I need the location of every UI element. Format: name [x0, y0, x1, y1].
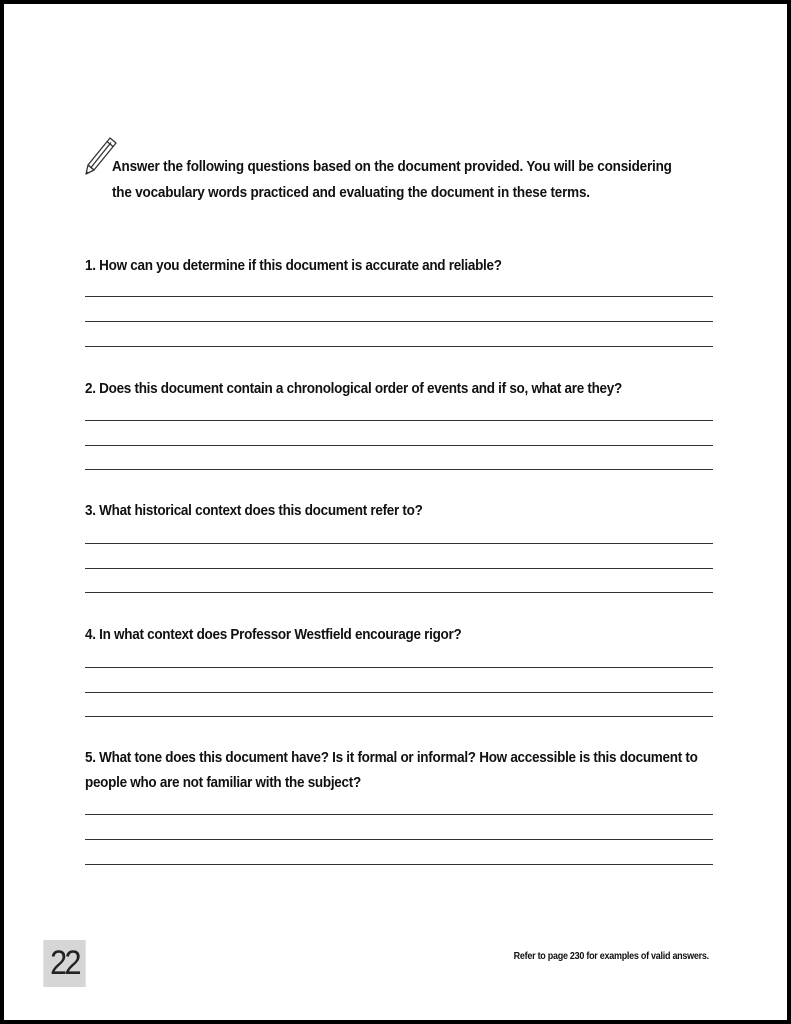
question-3 [85, 499, 725, 524]
page-number: 22 [43, 940, 85, 987]
answer-line[interactable] [85, 716, 713, 717]
answer-line[interactable] [85, 346, 713, 347]
answer-line[interactable] [85, 692, 713, 693]
answer-line[interactable] [85, 420, 713, 421]
answer-line[interactable] [85, 445, 713, 446]
footer-note: Refer to page 230 for examples of valid answers. [513, 951, 709, 962]
answer-line[interactable] [85, 469, 713, 470]
answer-line[interactable] [85, 296, 713, 297]
question-4 [85, 623, 725, 648]
answer-line[interactable] [85, 667, 713, 668]
answer-line[interactable] [85, 864, 713, 865]
question-5 [85, 746, 725, 796]
answer-line[interactable] [85, 568, 713, 569]
question-text: 2. Does this document contain a chronological order of events and if so, what are they? [85, 381, 622, 397]
answer-line[interactable] [85, 592, 713, 593]
question-text: 5. What tone does this document have? Is it formal or informal? How accessible is this document to people who are not familiar with the subject? [85, 750, 698, 791]
question-text: 4. In what context does Professor Westfield encourage rigor? [85, 627, 462, 643]
question-text: 1. How can you determine if this document is accurate and reliable? [85, 258, 502, 274]
answer-line[interactable] [85, 839, 713, 840]
answer-line[interactable] [85, 814, 713, 815]
question-2 [85, 377, 725, 402]
answer-line[interactable] [85, 543, 713, 544]
question-1 [85, 254, 725, 279]
question-text: 3. What historical context does this document refer to? [85, 503, 423, 519]
answer-line[interactable] [85, 321, 713, 322]
instructions-text: Answer the following questions based on the document provided. You will be considering the vocabulary words practiced and evaluating the document in these terms. [112, 159, 672, 201]
